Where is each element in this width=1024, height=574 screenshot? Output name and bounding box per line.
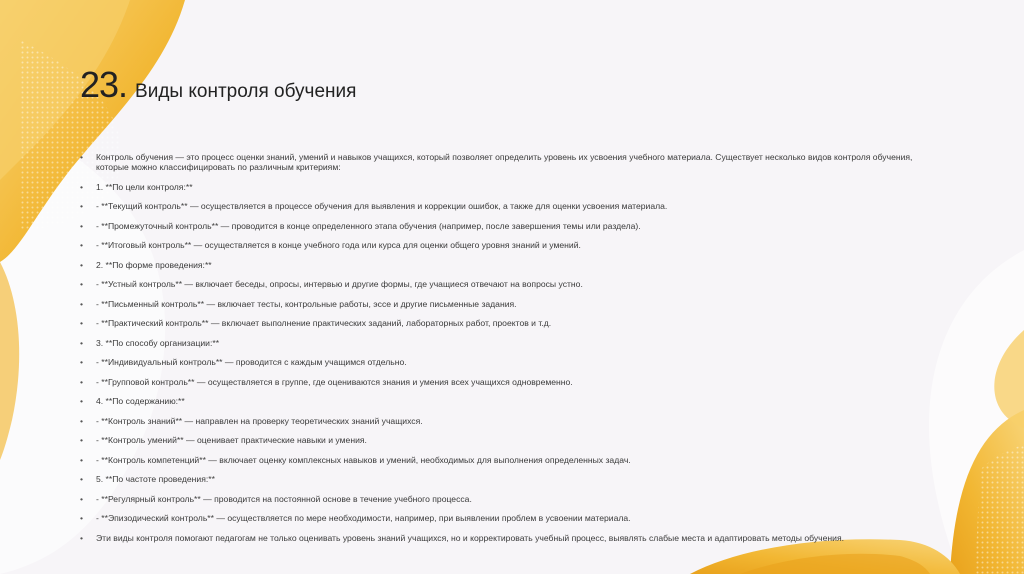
list-item: • - **Устный контроль** — включает беседы, опросы, интервью и другие формы, где учащиеся отвечают на вопросы устно. [80,279,930,289]
list-item: • 1. **По цели контроля:** [80,182,930,192]
list-item: • 3. **По способу организации:** [80,338,930,348]
list-item: • - **Письменный контроль** — включает тесты, контрольные работы, эссе и другие письменные задания. [80,299,930,309]
list-item: • 4. **По содержанию:** [80,396,930,406]
list-item: • 5. **По частоте проведения:** [80,474,930,484]
content-list [80,152,930,552]
list-item: • - **Контроль умений** — оценивает практические навыки и умения. [80,435,930,445]
list-item: • - **Практический контроль** — включает выполнение практических заданий, лабораторных работ, проектов и т.д. [80,318,930,328]
list-item: • - **Индивидуальный контроль** — проводится с каждым учащимся отдельно. [80,357,930,367]
page-title [80,64,356,106]
list-item: • - **Регулярный контроль** — проводится на постоянной основе в течение учебного процесса. [80,494,930,504]
list-item: • - **Контроль компетенций** — включает оценку комплексных навыков и умений, необходимых для выполнения определенных задач. [80,455,930,465]
list-item: • - **Итоговый контроль** — осуществляется в конце учебного года или курса для оценки общего уровня знаний и умений. [80,240,930,250]
list-item: • Контроль обучения — это процесс оценки знаний, умений и навыков учащихся, который позволяет определить уровень их усвоения учебного материала. Существует несколько видов контроля обучения, которые можно классифицировать по различным критериям: [80,152,930,172]
list-item: • - **Промежуточный контроль** — проводится в конце определенного этапа обучения (например, после завершения темы или раздела). [80,221,930,231]
slide-number: 23. [80,64,128,105]
slide-title: Виды контроля обучения [135,81,357,102]
list-item: • 2. **По форме проведения:** [80,260,930,270]
list-item: • Эти виды контроля помогают педагогам не только оценивать уровень знаний учащихся, но и корректировать учебный процесс, выявлять слабые места и адаптировать методы обучения. [80,533,930,543]
list-item: • - **Групповой контроль** — осуществляется в группе, где оцениваются знания и умения всех учащихся одновременно. [80,377,930,387]
list-item: • - **Текущий контроль** — осуществляется в процессе обучения для выявления и коррекции ошибок, а также для оценки усвоения материала. [80,201,930,211]
list-item: • - **Эпизодический контроль** — осуществляется по мере необходимости, например, при выявлении проблем в усвоении материала. [80,513,930,523]
list-item: • - **Контроль знаний** — направлен на проверку теоретических знаний учащихся. [80,416,930,426]
